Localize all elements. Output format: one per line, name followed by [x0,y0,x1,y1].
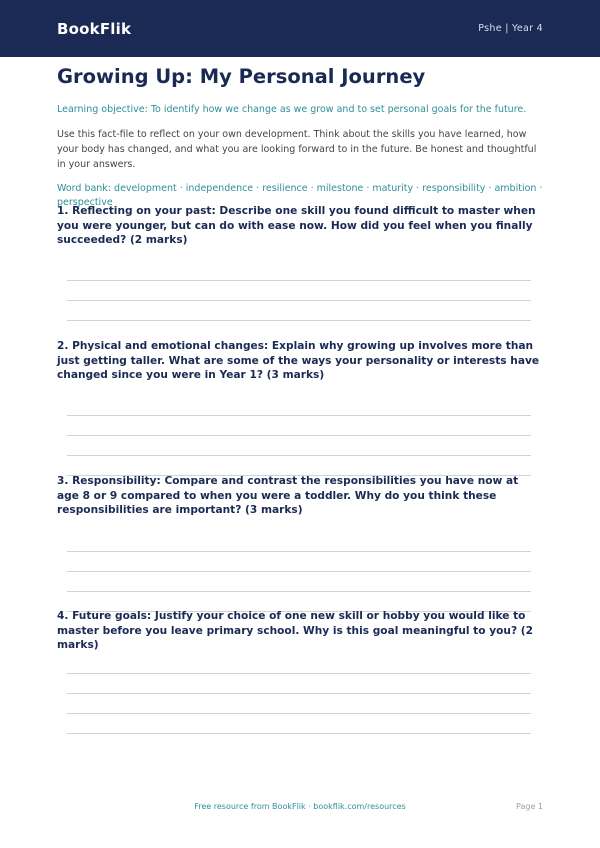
answer-line[interactable] [67,435,531,436]
answer-line[interactable] [67,591,531,592]
answer-line[interactable] [67,733,531,734]
footer-credit-link[interactable]: Free resource from BookFlik · bookflik.com/resources [194,802,406,811]
answer-line[interactable] [67,455,531,456]
answer-line[interactable] [67,300,531,301]
answer-line[interactable] [67,551,531,552]
answer-line[interactable] [67,713,531,714]
word-bank: Word bank: development · independence · resilience · milestone · maturity · responsibility · ambition · perspective [57,183,543,208]
page-number: Page 1 [516,802,543,811]
answer-line[interactable] [67,320,531,321]
answer-line[interactable] [67,280,531,281]
answer-line[interactable] [67,415,531,416]
page-header [0,0,600,57]
answer-line[interactable] [67,571,531,572]
answer-line[interactable] [67,693,531,694]
question-2: 2. Physical and emotional changes: Explain why growing up involves more than just getting taller. What are some of the ways your personality or interests have changed since you were in Year 1? (3 marks) [57,340,540,381]
instructions-text: Use this fact-file to reflect on your own development. Think about the skills you have learned, how your body has changed, and what you are looking forward to in the future. Be honest and thoughtful in your answers. [57,129,537,170]
page-title: Growing Up: My Personal Journey [57,65,426,88]
answer-line[interactable] [67,673,531,674]
subject-year-label: Pshe | Year 4 [478,23,543,34]
brand-logo: BookFlik [57,19,132,38]
question-1: 1. Reflecting on your past: Describe one skill you found difficult to master when you were younger, but can do with ease now. How did you feel when you finally succeeded? (2 marks) [57,205,536,246]
question-3: 3. Responsibility: Compare and contrast the responsibilities you have now at age 8 or 9 compared to when you were a toddler. Why do you think these responsibilities are important? (3 marks) [57,475,519,516]
learning-objective: Learning objective: To identify how we change as we grow and to set personal goals for the future. [57,104,527,115]
question-4: 4. Future goals: Justify your choice of one new skill or hobby you would like to master before you leave primary school. Why is this goal meaningful to you? (2 marks) [57,610,533,651]
worksheet-intro [57,64,543,210]
